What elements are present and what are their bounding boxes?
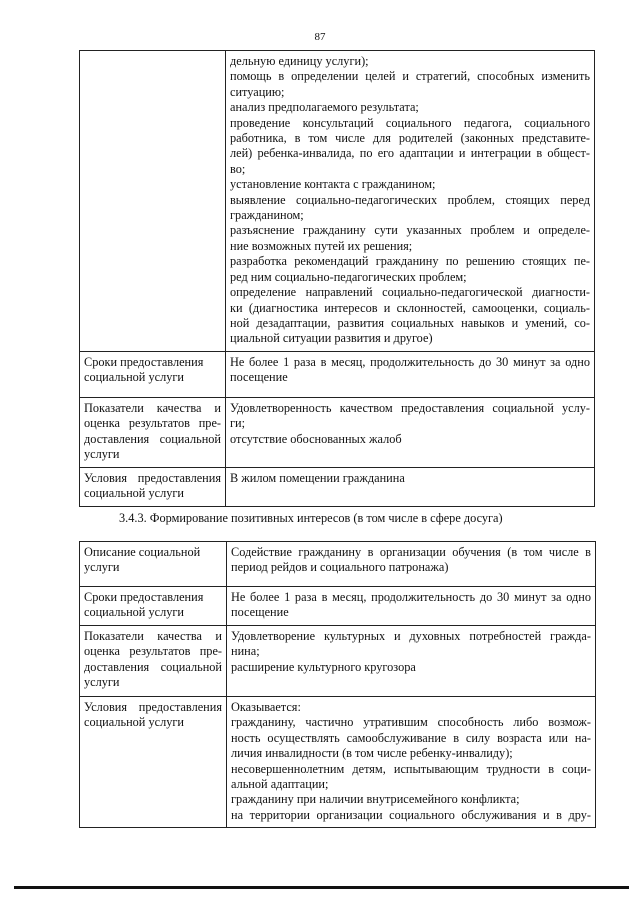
description-line: дельную единицу услуги); bbox=[230, 54, 369, 68]
row-label-cell bbox=[80, 587, 227, 626]
label-line: оценка результатов пре- bbox=[84, 416, 221, 431]
value-line: Удовлетворение культурных и духовных потребностей гражда- bbox=[231, 629, 591, 643]
description-line: установление контакта с гражданином; bbox=[230, 177, 436, 192]
value-line: посещение bbox=[231, 605, 289, 620]
row-label-cell bbox=[80, 467, 226, 506]
label-line: социальной услуги bbox=[84, 605, 184, 620]
value-line: гражданину, частично утратившим способность либо возмож- bbox=[231, 715, 591, 730]
value-line: личия инвалидности (в том числе ребенку-инвалиду); bbox=[231, 746, 513, 761]
description-line: определение направлений социально-педагогической диагности- bbox=[230, 285, 590, 300]
description-line: анализ предполагаемого результата; bbox=[230, 100, 419, 115]
value-line: отсутствие обоснованных жалоб bbox=[230, 431, 402, 446]
table-row bbox=[80, 542, 596, 587]
value-line: Не более 1 раза в месяц, продолжительность до 30 минут за одно bbox=[231, 590, 591, 604]
label-line: Показатели качества и bbox=[84, 629, 222, 643]
label-line: Описание социальной bbox=[84, 545, 201, 559]
value-line: ги; bbox=[230, 416, 246, 431]
description-line: лей) ребенка-инвалида, по его адаптации и интеграции в общест- bbox=[230, 146, 590, 161]
label-line: доставления социальной bbox=[84, 431, 221, 446]
label-line: услуги bbox=[84, 560, 120, 575]
label-line: услуги bbox=[84, 446, 120, 461]
value-line: Содействие гражданину в организации обучения (в том числе в bbox=[231, 545, 591, 559]
label-line: социальной услуги bbox=[84, 370, 184, 385]
description-line: разработка рекомендаций гражданину по решению стоящих пе- bbox=[230, 254, 590, 269]
description-line: помощь в определении целей и стратегий, способных изменить bbox=[230, 69, 590, 84]
row-label-cell bbox=[80, 697, 227, 828]
value-line: на территории организации социального обслуживания и в дру- bbox=[231, 807, 591, 822]
description-line: ки (диагностика интересов и склонностей, самооценки, социаль- bbox=[230, 300, 590, 315]
row-value-cell bbox=[226, 467, 595, 506]
label-line: социальной услуги bbox=[84, 486, 184, 501]
row-label-cell bbox=[80, 51, 226, 352]
row-value-cell bbox=[226, 397, 595, 467]
row-value-cell bbox=[226, 351, 595, 397]
label-line: оценка результатов пре- bbox=[84, 644, 222, 659]
table-row bbox=[80, 697, 596, 828]
row-label-cell bbox=[80, 542, 227, 587]
value-line: Удовлетворенность качеством предоставления социальной услу- bbox=[230, 400, 590, 415]
table-row bbox=[80, 51, 595, 352]
label-line: Условия предоставления bbox=[84, 470, 221, 485]
description-line: ситуацию; bbox=[230, 84, 285, 99]
row-value-cell bbox=[227, 697, 596, 828]
description-continued-cell bbox=[226, 51, 595, 352]
value-line: Оказывается: bbox=[231, 700, 301, 714]
row-value-cell bbox=[227, 542, 596, 587]
description-line: ние возможных путей их решения; bbox=[230, 238, 413, 253]
value-line: гражданину при наличии внутрисемейного конфликта; bbox=[231, 792, 520, 807]
row-label-cell bbox=[80, 397, 226, 467]
description-line: проведение консультаций социального педагога, социального bbox=[230, 115, 590, 130]
value-line: альной адаптации; bbox=[231, 777, 329, 792]
row-label-cell bbox=[80, 351, 226, 397]
label-line: Показатели качества и bbox=[84, 400, 221, 415]
description-line: ред ним социально-педагогических проблем; bbox=[230, 269, 467, 284]
table-row bbox=[80, 467, 595, 506]
value-line: нина; bbox=[231, 644, 260, 659]
services-table-continued bbox=[79, 50, 595, 507]
label-line: социальной услуги bbox=[84, 715, 184, 730]
label-line: доставления социальной bbox=[84, 659, 222, 674]
row-value-cell bbox=[227, 626, 596, 697]
section-heading: 3.4.3. Формирование позитивных интересов (в том числе в сфере досуга) bbox=[119, 511, 503, 525]
row-value-cell bbox=[227, 587, 596, 626]
table-row bbox=[80, 351, 595, 397]
table-row bbox=[80, 397, 595, 467]
value-line: В жилом помещении гражданина bbox=[230, 470, 405, 485]
page-bottom-rule bbox=[14, 886, 629, 889]
description-line: работника, в том числе для родителей (законных представите- bbox=[230, 131, 590, 146]
table-row bbox=[80, 587, 596, 626]
description-line: во; bbox=[230, 161, 246, 176]
table-row bbox=[80, 626, 596, 697]
value-line: несовершеннолетним детям, испытывающим трудности в соци- bbox=[231, 761, 591, 776]
value-line: расширение культурного кругозора bbox=[231, 659, 416, 674]
description-line: разъяснение гражданину сути указанных проблем и определе- bbox=[230, 223, 590, 238]
positive-interests-table bbox=[79, 541, 596, 828]
page-number: 87 bbox=[314, 31, 326, 43]
label-line: Сроки предоставления bbox=[84, 590, 204, 604]
label-line: Сроки предоставления bbox=[84, 354, 204, 369]
description-line: циальной ситуации развития и другое) bbox=[230, 331, 433, 346]
label-line: услуги bbox=[84, 675, 120, 690]
value-line: посещение bbox=[230, 370, 288, 385]
value-line: ность осуществлять самообслуживание в силу возраста или на- bbox=[231, 730, 591, 745]
label-line: Условия предоставления bbox=[84, 700, 222, 714]
description-line: ной дезадаптации, развития социальных навыков и умений, со- bbox=[230, 315, 590, 330]
row-label-cell bbox=[80, 626, 227, 697]
description-line: выявление социально-педагогических проблем, стоящих перед bbox=[230, 192, 590, 207]
value-line: период рейдов и социального патронажа) bbox=[231, 560, 449, 575]
value-line: Не более 1 раза в месяц, продолжительность до 30 минут за одно bbox=[230, 354, 590, 369]
description-line: гражданином; bbox=[230, 208, 304, 223]
